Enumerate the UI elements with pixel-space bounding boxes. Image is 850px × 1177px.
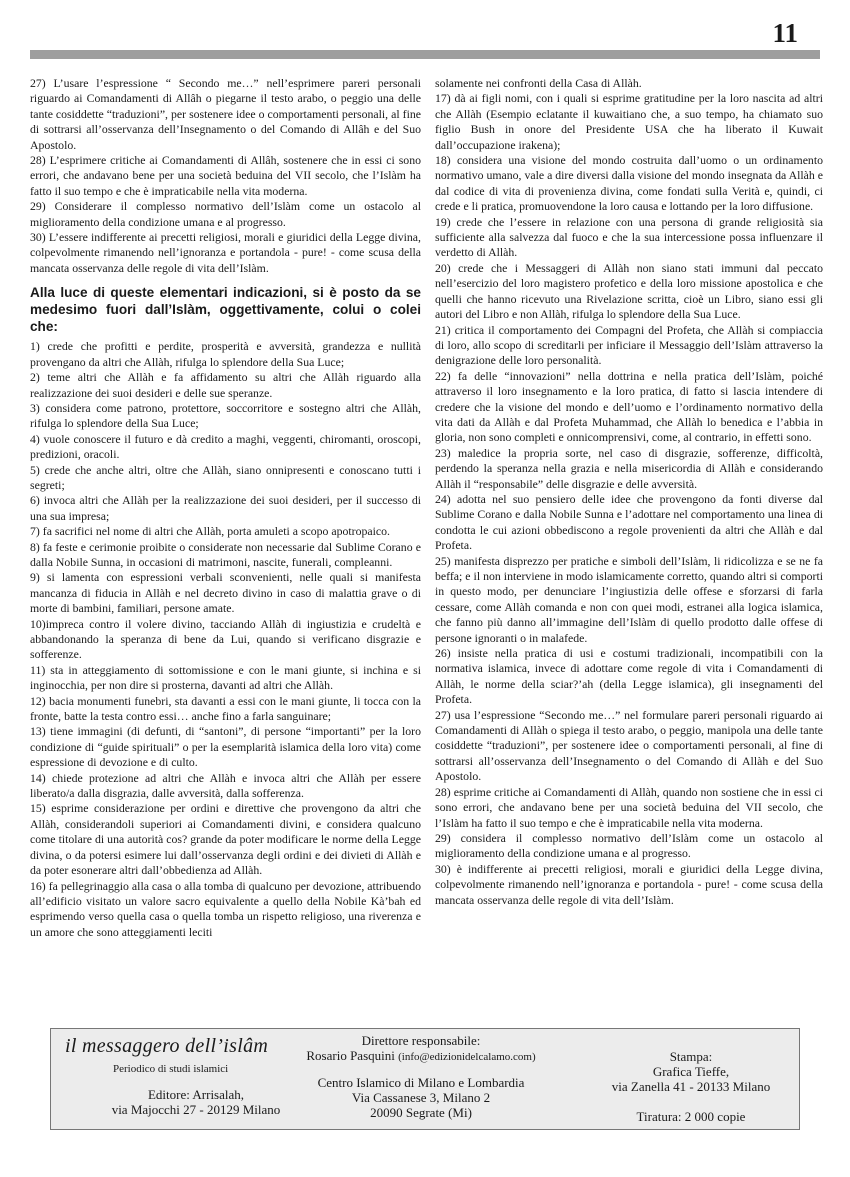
centre-street: Via Cassanese 3, Milano 2	[351, 1090, 491, 1105]
list-item: 3) considera come patrono, protettore, soccorritore e sostegno altri che Allàh, rifulga lo splendore della Sua Luce;	[30, 400, 421, 431]
list-item: 10)impreca contro il volere divino, tacciando Allàh di ingiustizia e crudeltà e abbandonando la speranza di bene da Lui, quando si verificano disgrazie e sofferenze.	[30, 616, 421, 662]
director-name: Rosario Pasquini	[306, 1048, 395, 1063]
printer-info	[576, 1049, 806, 1094]
list-item: 8) fa feste e cerimonie proibite o considerate non necessarie dal Sublime Corano e dalla Nobile Sunna, in occasioni di matrimoni, nascite, funerali, compleanni.	[30, 539, 421, 569]
page-number: 11	[772, 18, 798, 48]
director-info	[296, 1033, 546, 1065]
centre-city: 20090 Segrate (Mi)	[370, 1105, 472, 1120]
list-item: 12) bacia monumenti funebri, sta davanti a essi con le mani giunte, li tocca con la fronte, batte la testa contro essi… anche fino a farla sanguinare;	[30, 693, 421, 724]
printer-name: Grafica Tieffe,	[652, 1064, 730, 1079]
list-item: 7) fa sacrifici nel nome di altri che Allàh, porta amuleti a scopo apotropaico.	[30, 524, 391, 539]
journal-title: il messaggero dell’islâm	[65, 1035, 269, 1057]
list-item: 11) sta in atteggiamento di sottomissione e con le mani giunte, si inchina e si inginocchia, per non dire si prosterna, davanti ad altri che Allàh.	[30, 662, 421, 693]
list-item: 28) esprime critiche ai Comandamenti di Allàh, quando non sostiene che in essi ci sono errori, che andavano bene per una società beduina del VII secolo, che l’Islàm ha fatto il suo tempo e che è impraticabile nella vita moderna.	[435, 784, 823, 830]
list-item: 16) fa pellegrinaggio alla casa o alla tomba di qualcuno per devozione, attribuendo all’edificio visitato un valore sacro equivalente a quello della Nobile Kà’bah ed esprimendo verso quella casa o quella tomba un rispetto religioso, una riverenza e un amore che sono atteggiamenti leciti	[30, 878, 421, 939]
list-item: 21) critica il comportamento dei Compagni del Profeta, che Allàh si compiaccia di loro, allo scopo di screditarli per inficiare il Messaggio dell’Islàm attraverso la denigrazione delle loro personalità.	[435, 322, 823, 368]
list-item: 1) crede che profitti e perdite, prosperità e avversità, grandezza e nullità provengano da altri che Allàh, rifulga lo splendore della Sua Luce;	[30, 339, 421, 369]
printer-label: Stampa:	[669, 1049, 713, 1064]
list-item: 24) adotta nel suo pensiero delle idee che provengono da fonti diverse dal Sublime Corano e dalla Nobile Sunna e l’adottare nel comportamento una linea di condotta le cui azioni obbediscono a regole provenienti da altri che Allàh e dal Profeta.	[435, 491, 823, 553]
list-item: 25) manifesta disprezzo per pratiche e simboli dell’Islàm, li ridicolizza e se ne fa beffa; e il non interviene in modo islamicamente corretto, quando altri si comporti in questo modo, per denunciare l’ingiustizia delle offese e sforzarsi di farla cessare, come Allàh comanda e non con quei modi, estranei alla logica islamica, che fanno più danno all’immagine dell’Islàm di quello prodotto dalle offese di persone ignoranti o in malafede.	[435, 553, 823, 645]
publisher-name: Editore: Arrisalah,	[147, 1087, 245, 1102]
list-item: 9) si lamenta con espressioni verbali sconvenienti, nelle quali si manifesta mancanza di fiducia in Allàh e nel decreto divino in caso di malattia grave o di morte di bambini, familiari, persone amate.	[30, 570, 421, 616]
header-rule	[30, 50, 820, 59]
paragraph: 29) Considerare il complesso normativo dell’Islàm come un ostacolo al miglioramento della condizione umana e al progresso.	[30, 199, 421, 229]
list-item: 19) crede che l’essere in relazione con una persona di grande religiosità sia sufficiente alla salvezza dal fuoco e che la sua intercessione possa influenzare il verdetto di Allàh.	[435, 214, 823, 260]
right-column	[435, 76, 823, 908]
list-item: 18) considera una visione del mondo costruita dall’uomo o un ordinamento normativo umano, vale a dire diversi dalla visione del mondo insegnata da Allàh e dal codice di vita di provenienza divina, come fondati sulla Verità e, quindi, ci crede e li pratica, promuovendone la loro causa e lottando per la loro diffusione.	[435, 153, 823, 214]
list-item: 13) tiene immagini (di defunti, di “santoni”, di persone “importanti” per la loro condizione di “guide spirituali” o per la esemplarità islamica della loro vita) come espressione di devozione e di culto.	[30, 724, 421, 770]
printer-address: via Zanella 41 - 20133 Milano	[611, 1079, 771, 1094]
director-email: (info@edizionidelcalamo.com)	[398, 1051, 536, 1063]
list-item: 17) dà ai figli nomi, con i quali si esprime gratitudine per la loro nascita ad altri che Allàh (Esempio eclatante il kuwaitiano che, a suo tempo, ha chiamato suo figlio Bush in onore del Presidente USA che ha liberato il Kuwait dall’occupazione irakena);	[435, 91, 823, 152]
paragraph: 27) L’usare l’espressione “ Secondo me…” nell’esprimere pareri personali riguardo ai Comandamenti di Allâh o piegarne il testo arabo, o peggio una delle tante cosiddette “traduzioni”, per sostenere idee o comportamenti personali, al fine di sottrarsi all’osservanza dell’Insegnamento o del Comando di Allâh e del Suo Apostolo.	[30, 76, 421, 152]
list-item: 22) fa delle “innovazioni” nella dottrina e nella pratica dell’Islàm, poiché attraverso il loro insegnamento e la loro pratica, di fatto si lascia intendere di credere che la visione del mondo e dell’uomo e l’ordinamento normativo della vita dati da Allàh e dal Profeta Muhammad, che Allàh lo benedica e l’abbia in gloria, non sono completi e onnicomprensivi, come, al contrario, in effetti sono.	[435, 368, 823, 445]
centre-name: Centro Islamico di Milano e Lombardia	[317, 1075, 525, 1090]
list-item: 14) chiede protezione ad altri che Allàh e invoca altri che Allàh per essere liberato/a dalla disgrazia, dalle avversità, dalla sofferenza.	[30, 770, 421, 801]
print-run: Tiratura: 2 000 copie	[636, 1109, 746, 1124]
journal-subtitle: Periodico di studi islamici	[113, 1063, 229, 1075]
publisher-info	[81, 1087, 311, 1117]
publisher-address: via Majocchi 27 - 20129 Milano	[111, 1102, 281, 1117]
list-item: 2) teme altri che Allàh e fa affidamento su altri che Allàh riguardo alla realizzazione dei suoi desideri e delle sue speranze.	[30, 370, 421, 400]
list-item: 6) invoca altri che Allàh per la realizzazione dei suoi desideri, per il successo di una sua impresa;	[30, 493, 421, 523]
list-item: 26) insiste nella pratica di usi e costumi tradizionali, incompatibili con la normativa islamica, invece di adottare come regole di vita i Comandamenti di Allàh, le norme della sciar?’ah (della Legge islamica), gli insegnamenti del Profeta.	[435, 646, 823, 707]
director-label: Direttore responsabile:	[361, 1033, 481, 1048]
list-item: 27) usa l’espressione “Secondo me…” nel formulare pareri personali riguardo ai Comandamenti di Allàh o spiega il testo arabo, o peggio, manipola una delle tante cosiddette “traduzioni”, per sostenere idee o comportamenti personali, al fine di sottrarsi all’osservanza dell’Insegnamento o del Comando di Allàh e del Suo Apostolo.	[435, 707, 823, 784]
list-item: 15) esprime considerazione per ordini e direttive che provengono da altri che Allàh, considerandoli superiori ai Comandamenti divini, e considera qualcuno come titolare di una autorità cos? grande da poter modificare le norme della Legge divina, o da potersi esimere lui dall’osservanza degli ordini e dei divieti di Allàh e da poter esonerare altri dall’obbedienza ad Allàh.	[30, 801, 421, 878]
list-item: 29) considera il complesso normativo dell’Islàm come un ostacolo al miglioramento della condizione umana e al progresso.	[435, 830, 823, 861]
list-item: 23) maledice la propria sorte, nel caso di disgrazie, sofferenze, difficoltà, perdendo la speranza nella grazia e nella misericordia di Allàh e considerando Allàh il “responsabile” delle disgrazie e delle avversità.	[435, 445, 823, 491]
list-item: solamente nei confronti della Casa di Allàh.	[435, 76, 642, 90]
left-column	[30, 76, 421, 940]
list-item: 20) crede che i Messaggeri di Allàh non siano stati immuni dal peccato nell’esercizio del loro magistero profetico e della loro missione apostolica e che quelli che hanno ricevuto una Rivelazione scritta, cioè un Libro, siano essi gli autori del Libro e non Allàh, rifulga lo splendore della Sua Luce.	[435, 260, 823, 322]
section-heading: Alla luce di queste elementari indicazioni, si è posto da se medesimo fuori dall’Islàm, oggettivamente, colui o colei che:	[30, 285, 421, 335]
list-item: 4) vuole conoscere il futuro e dà credito a maghi, veggenti, chiromanti, oroscopi, predizioni, oracoli.	[30, 431, 421, 462]
list-item: 5) crede che anche altri, oltre che Allàh, siano onnipresenti e conoscano tutti i segreti;	[30, 462, 421, 492]
list-item: 30) è indifferente ai precetti religiosi, morali e giuridici della Legge divina, colpevolmente rimanendo nell’ignoranza e portandola - pure! - come scusa della mancata osservanza delle regole di vita dell’Islàm.	[435, 861, 823, 907]
director-line	[296, 1048, 546, 1065]
centre-info	[296, 1075, 546, 1120]
colophon-box	[50, 1028, 800, 1130]
paragraph: 30) L’essere indifferente ai precetti religiosi, morali e giuridici della Legge divina, colpevolmente rimanendo nell’ignoranza e portandola - pure! - come scusa della mancata osservanza delle regole di vita dell’Islàm.	[30, 230, 421, 275]
paragraph: 28) L’esprimere critiche ai Comandamenti di Allâh, sostenere che in essi ci sono errori, che andavano bene per una società beduina del VII secolo, che l’Islàm ha fatto il suo tempo e che è impraticabile nella vita moderna.	[30, 153, 421, 198]
